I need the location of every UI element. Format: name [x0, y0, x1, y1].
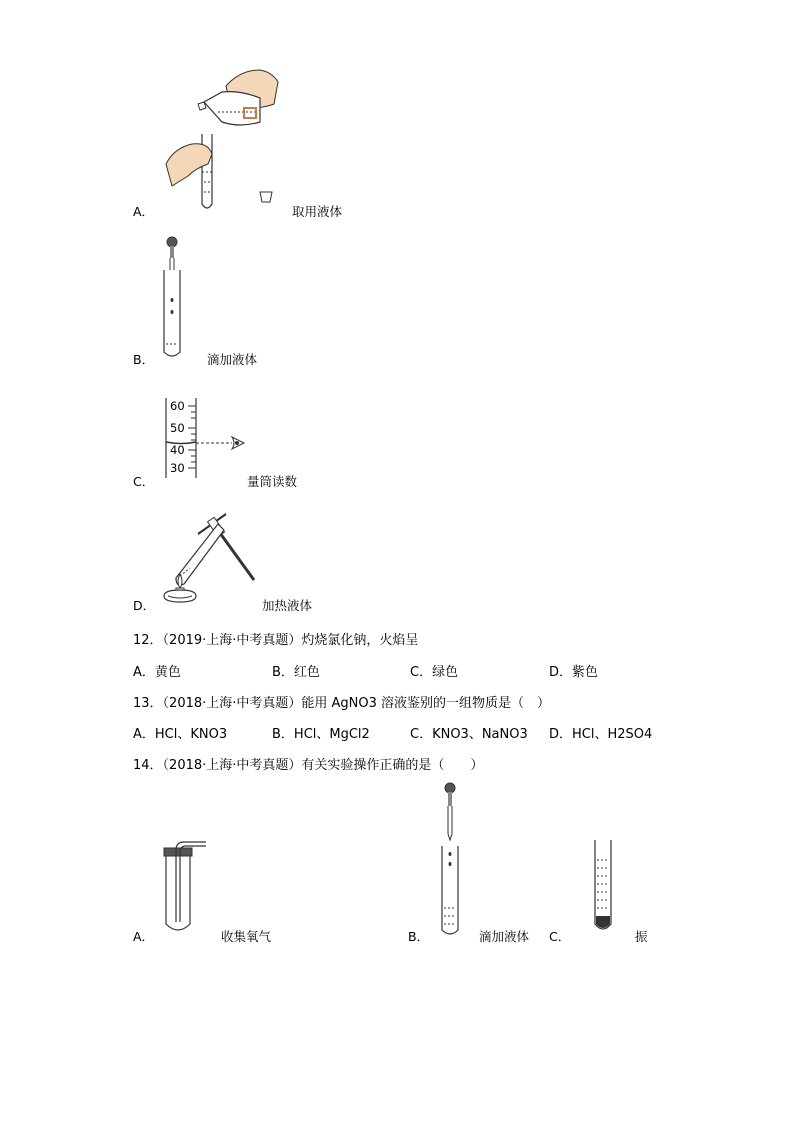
- shaking-tube-figure: [592, 838, 616, 934]
- q11-option-c-letter: C．: [133, 474, 155, 489]
- pouring-liquid-figure: [160, 64, 290, 214]
- question-13-stem: 13．（2018·上海·中考真题）能用 AgNO3 溶液鉴别的一组物质是（ ）: [133, 696, 551, 711]
- q11-option-b-caption: 滴加液体: [207, 352, 258, 367]
- question-13-option-d: D．HCl、H2SO4: [549, 727, 653, 742]
- question-13-option-b: B．HCl、MgCl2: [272, 727, 370, 742]
- q14-option-a-letter: A．: [133, 929, 155, 944]
- question-12-option-b: B．红色: [272, 665, 320, 680]
- question-13-option-c: C．KNO3、NaNO3: [410, 727, 528, 742]
- q14-option-c-caption: 振: [635, 929, 648, 944]
- q14-option-a-caption: 收集氧气: [221, 929, 272, 944]
- question-13-option-a: A．HCl、KNO3: [133, 727, 228, 742]
- gas-collection-tube-figure: [162, 838, 210, 934]
- q11-option-c-caption: 量筒读数: [247, 474, 298, 489]
- scale-label-40: 40: [170, 443, 185, 457]
- q11-option-a-caption: 取用液体: [292, 204, 343, 219]
- heating-liquid-figure: [156, 512, 261, 604]
- scale-label-60: 60: [170, 399, 185, 413]
- q11-option-a-letter: A．: [133, 204, 155, 219]
- q14-option-b-letter: B．: [408, 929, 430, 944]
- question-14-stem: 14．（2018·上海·中考真题）有关实验操作正确的是（ ）: [133, 758, 484, 773]
- q11-option-d-caption: 加热液体: [262, 598, 313, 613]
- q14-option-b-caption: 滴加液体: [479, 929, 530, 944]
- question-12-stem: 12．（2019·上海·中考真题）灼烧氯化钠，火焰呈: [133, 633, 419, 648]
- dropper-figure: [160, 234, 190, 359]
- question-12-option-d: D．紫色: [549, 665, 599, 680]
- q11-option-d-letter: D．: [133, 598, 156, 613]
- scale-label-30: 30: [170, 461, 185, 475]
- question-12-option-c: C．绿色: [410, 665, 459, 680]
- q14-option-c-letter: C．: [549, 929, 571, 944]
- dropper-in-tube-figure: [438, 780, 468, 940]
- scale-label-50: 50: [170, 421, 185, 435]
- question-12-option-a: A．黄色: [133, 665, 181, 680]
- q11-option-b-letter: B．: [133, 352, 155, 367]
